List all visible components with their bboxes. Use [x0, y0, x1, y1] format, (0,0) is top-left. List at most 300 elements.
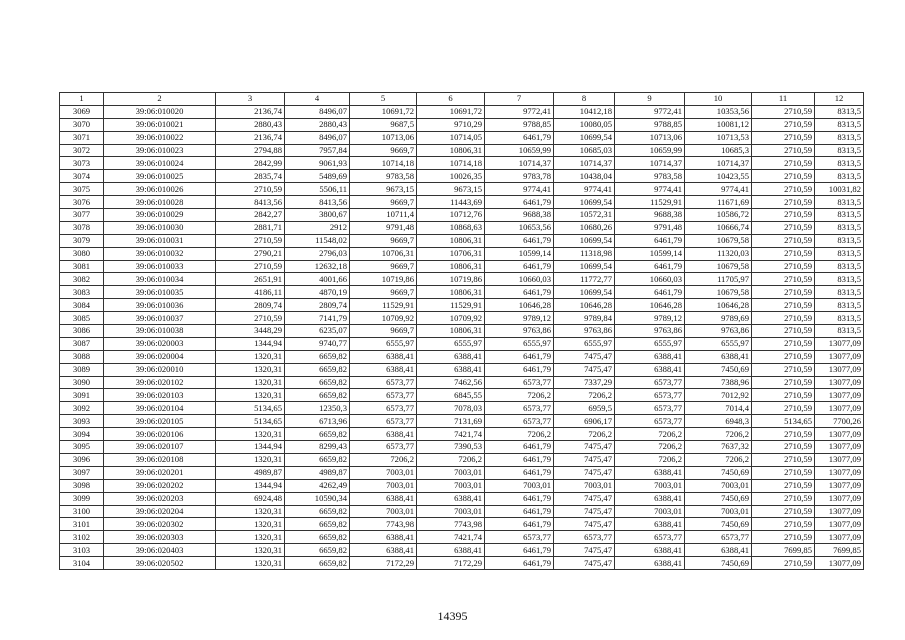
value-cell: 6461,79: [615, 260, 685, 273]
value-cell: 5134,65: [216, 402, 285, 415]
value-cell: 11772,77: [554, 273, 615, 286]
value-cell: 7743,98: [350, 518, 417, 531]
value-cell: 9783,78: [485, 170, 554, 183]
value-cell: 7450,69: [685, 492, 752, 505]
column-number-cell: 5: [350, 93, 417, 106]
value-cell: 2710,59: [216, 234, 285, 247]
value-cell: 8313,5: [815, 221, 864, 234]
row-number-cell: 3086: [60, 325, 104, 338]
value-cell: 2835,74: [216, 170, 285, 183]
table-row: [60, 479, 864, 492]
row-number-cell: 3092: [60, 402, 104, 415]
value-cell: 10699,54: [554, 260, 615, 273]
value-cell: 1320,31: [216, 453, 285, 466]
table-row: [60, 428, 864, 441]
value-cell: 6659,82: [285, 531, 350, 544]
value-cell: 2880,43: [285, 118, 350, 131]
value-cell: 10719,86: [417, 273, 485, 286]
row-number-cell: 3080: [60, 247, 104, 260]
value-cell: 9669,7: [350, 196, 417, 209]
value-cell: 9669,7: [350, 286, 417, 299]
cadastral-number-cell: 39:06:010032: [104, 247, 216, 260]
value-cell: 7003,01: [350, 466, 417, 479]
value-cell: 4001,66: [285, 273, 350, 286]
value-cell: 10699,54: [554, 196, 615, 209]
value-cell: 7450,69: [685, 466, 752, 479]
value-cell: 6573,77: [485, 415, 554, 428]
value-cell: 7475,47: [554, 505, 615, 518]
cadastral-number-cell: 39:06:020004: [104, 350, 216, 363]
value-cell: 6573,77: [350, 376, 417, 389]
value-cell: 13077,09: [815, 479, 864, 492]
value-cell: 7700,26: [815, 415, 864, 428]
value-cell: 2710,59: [752, 531, 815, 544]
table-row: [60, 170, 864, 183]
value-cell: 9061,93: [285, 157, 350, 170]
value-cell: 8313,5: [815, 234, 864, 247]
value-cell: 9763,86: [554, 325, 615, 338]
value-cell: 10709,92: [417, 312, 485, 325]
value-cell: 10713,06: [350, 131, 417, 144]
value-cell: 2710,59: [752, 157, 815, 170]
cadastral-number-cell: 39:06:020105: [104, 415, 216, 428]
row-number-cell: 3072: [60, 144, 104, 157]
value-cell: 9763,86: [485, 325, 554, 338]
value-cell: 6555,97: [685, 337, 752, 350]
value-cell: 2881,71: [216, 221, 285, 234]
value-cell: 2842,27: [216, 209, 285, 222]
value-cell: 7475,47: [554, 557, 615, 570]
value-cell: 10599,14: [615, 247, 685, 260]
row-number-cell: 3104: [60, 557, 104, 570]
table-body: [60, 93, 864, 570]
value-cell: 2710,59: [752, 221, 815, 234]
row-number-cell: 3098: [60, 479, 104, 492]
value-cell: 3800,67: [285, 209, 350, 222]
value-cell: 2710,59: [752, 428, 815, 441]
value-cell: 6388,41: [615, 466, 685, 479]
value-cell: 7206,2: [685, 453, 752, 466]
value-cell: 9791,48: [615, 221, 685, 234]
value-cell: 11529,91: [417, 299, 485, 312]
value-cell: 13077,09: [815, 518, 864, 531]
value-cell: 4989,87: [216, 466, 285, 479]
value-cell: 2710,59: [752, 337, 815, 350]
value-cell: 6461,79: [485, 544, 554, 557]
value-cell: 7390,53: [417, 441, 485, 454]
value-cell: 2809,74: [285, 299, 350, 312]
value-cell: 6659,82: [285, 518, 350, 531]
row-number-cell: 3077: [60, 209, 104, 222]
value-cell: 2710,59: [752, 286, 815, 299]
value-cell: 7475,47: [554, 492, 615, 505]
cadastral-number-cell: 39:06:020102: [104, 376, 216, 389]
table-row: [60, 518, 864, 531]
value-cell: 7475,47: [554, 466, 615, 479]
value-cell: 6948,3: [685, 415, 752, 428]
value-cell: 7337,29: [554, 376, 615, 389]
value-cell: 1320,31: [216, 531, 285, 544]
table-row: [60, 415, 864, 428]
value-cell: 7012,92: [685, 389, 752, 402]
value-cell: 9763,86: [615, 325, 685, 338]
value-cell: 8313,5: [815, 196, 864, 209]
value-cell: 9788,85: [615, 118, 685, 131]
cadastral-number-cell: 39:06:020103: [104, 389, 216, 402]
value-cell: 6573,77: [615, 531, 685, 544]
cadastral-number-cell: 39:06:020010: [104, 363, 216, 376]
value-cell: 9774,41: [615, 183, 685, 196]
value-cell: 10646,28: [485, 299, 554, 312]
row-number-cell: 3103: [60, 544, 104, 557]
cadastral-number-cell: 39:06:010035: [104, 286, 216, 299]
column-number-cell: 10: [685, 93, 752, 106]
value-cell: 7003,01: [350, 479, 417, 492]
value-cell: 7131,69: [417, 415, 485, 428]
value-cell: 6461,79: [485, 453, 554, 466]
value-cell: 4186,11: [216, 286, 285, 299]
row-number-cell: 3090: [60, 376, 104, 389]
cadastral-number-cell: 39:06:010037: [104, 312, 216, 325]
value-cell: 2710,59: [216, 260, 285, 273]
value-cell: 9789,12: [485, 312, 554, 325]
cadastral-number-cell: 39:06:020502: [104, 557, 216, 570]
row-number-cell: 3078: [60, 221, 104, 234]
cadastral-number-cell: 39:06:010021: [104, 118, 216, 131]
row-number-cell: 3100: [60, 505, 104, 518]
value-cell: 10660,03: [485, 273, 554, 286]
value-cell: 1320,31: [216, 544, 285, 557]
cadastral-number-cell: 39:06:020003: [104, 337, 216, 350]
value-cell: 2710,59: [752, 350, 815, 363]
value-cell: 8313,5: [815, 105, 864, 118]
value-cell: 10659,99: [485, 144, 554, 157]
value-cell: 7957,84: [285, 144, 350, 157]
value-cell: 6461,79: [485, 466, 554, 479]
value-cell: 2710,59: [752, 299, 815, 312]
value-cell: 2710,59: [752, 479, 815, 492]
value-cell: 2809,74: [216, 299, 285, 312]
value-cell: 7014,4: [685, 402, 752, 415]
value-cell: 2912: [285, 221, 350, 234]
value-cell: 8313,5: [815, 260, 864, 273]
column-number-cell: 4: [285, 93, 350, 106]
value-cell: 2842,99: [216, 157, 285, 170]
value-cell: 2710,59: [752, 557, 815, 570]
value-cell: 7450,69: [685, 518, 752, 531]
row-number-cell: 3102: [60, 531, 104, 544]
value-cell: 10713,06: [615, 131, 685, 144]
value-cell: 6461,79: [485, 492, 554, 505]
cadastral-number-cell: 39:06:020202: [104, 479, 216, 492]
value-cell: 11320,03: [685, 247, 752, 260]
row-number-cell: 3082: [60, 273, 104, 286]
value-cell: 8313,5: [815, 286, 864, 299]
value-cell: 6555,97: [615, 337, 685, 350]
value-cell: 6461,79: [615, 234, 685, 247]
value-cell: 13077,09: [815, 492, 864, 505]
value-cell: 2710,59: [752, 209, 815, 222]
value-cell: 2710,59: [752, 505, 815, 518]
value-cell: 10868,63: [417, 221, 485, 234]
table-row: [60, 183, 864, 196]
value-cell: 10806,31: [417, 260, 485, 273]
value-cell: 9789,69: [685, 312, 752, 325]
table-row: [60, 312, 864, 325]
row-number-cell: 3087: [60, 337, 104, 350]
value-cell: 7003,01: [485, 479, 554, 492]
table-row: [60, 118, 864, 131]
cadastral-number-cell: 39:06:010030: [104, 221, 216, 234]
value-cell: 8313,5: [815, 118, 864, 131]
value-cell: 1320,31: [216, 428, 285, 441]
value-cell: 12632,18: [285, 260, 350, 273]
value-cell: 9774,41: [554, 183, 615, 196]
value-cell: 8313,5: [815, 273, 864, 286]
value-cell: 9669,7: [350, 144, 417, 157]
value-cell: 6388,41: [615, 492, 685, 505]
value-cell: 8413,56: [216, 196, 285, 209]
value-cell: 6924,48: [216, 492, 285, 505]
value-cell: 7003,01: [417, 479, 485, 492]
cadastral-number-cell: 39:06:010033: [104, 260, 216, 273]
row-number-cell: 3075: [60, 183, 104, 196]
value-cell: 8413,56: [285, 196, 350, 209]
value-cell: 7699,85: [815, 544, 864, 557]
value-cell: 13077,09: [815, 531, 864, 544]
value-cell: 10646,28: [554, 299, 615, 312]
value-cell: 7141,79: [285, 312, 350, 325]
value-cell: 6659,82: [285, 363, 350, 376]
cadastral-number-cell: 39:06:010025: [104, 170, 216, 183]
value-cell: 10680,26: [554, 221, 615, 234]
table-row: [60, 260, 864, 273]
value-cell: 4262,49: [285, 479, 350, 492]
row-number-cell: 3095: [60, 441, 104, 454]
table-row: [60, 221, 864, 234]
value-cell: 6388,41: [615, 363, 685, 376]
value-cell: 10806,31: [417, 234, 485, 247]
value-cell: 9774,41: [485, 183, 554, 196]
value-cell: 5506,11: [285, 183, 350, 196]
cadastral-number-cell: 39:06:020302: [104, 518, 216, 531]
value-cell: 8313,5: [815, 299, 864, 312]
value-cell: 6461,79: [485, 505, 554, 518]
value-cell: 2710,59: [752, 389, 815, 402]
value-cell: 7475,47: [554, 363, 615, 376]
value-cell: 6659,82: [285, 544, 350, 557]
value-cell: 2710,59: [216, 183, 285, 196]
table-row: [60, 453, 864, 466]
value-cell: 6461,79: [485, 196, 554, 209]
table-row: [60, 247, 864, 260]
value-cell: 7206,2: [615, 453, 685, 466]
page-number: 14395: [437, 609, 468, 623]
value-cell: 8313,5: [815, 209, 864, 222]
value-cell: 9688,38: [615, 209, 685, 222]
value-cell: 10572,31: [554, 209, 615, 222]
value-cell: 6388,41: [417, 350, 485, 363]
row-number-cell: 3083: [60, 286, 104, 299]
value-cell: 10699,54: [554, 234, 615, 247]
value-cell: 6959,5: [554, 402, 615, 415]
cadastral-number-cell: 39:06:010036: [104, 299, 216, 312]
value-cell: 6461,79: [485, 234, 554, 247]
value-cell: 10679,58: [685, 234, 752, 247]
value-cell: 7388,96: [685, 376, 752, 389]
value-cell: 6573,77: [485, 531, 554, 544]
value-cell: 7003,01: [685, 479, 752, 492]
value-cell: 10691,72: [417, 105, 485, 118]
data-table: [59, 92, 864, 570]
value-cell: 2796,03: [285, 247, 350, 260]
table-row: [60, 363, 864, 376]
row-number-cell: 3097: [60, 466, 104, 479]
value-cell: 6388,41: [417, 544, 485, 557]
column-number-cell: 2: [104, 93, 216, 106]
row-number-cell: 3070: [60, 118, 104, 131]
value-cell: 2710,59: [752, 466, 815, 479]
table-row: [60, 544, 864, 557]
value-cell: 7475,47: [554, 453, 615, 466]
value-cell: 7475,47: [554, 518, 615, 531]
row-number-cell: 3085: [60, 312, 104, 325]
value-cell: 5134,65: [216, 415, 285, 428]
value-cell: 1344,94: [216, 479, 285, 492]
value-cell: 2710,59: [752, 402, 815, 415]
value-cell: 6573,77: [615, 376, 685, 389]
table-row: [60, 325, 864, 338]
value-cell: 7172,29: [350, 557, 417, 570]
value-cell: 10679,58: [685, 286, 752, 299]
value-cell: 7003,01: [554, 479, 615, 492]
value-cell: 10691,72: [350, 105, 417, 118]
cadastral-number-cell: 39:06:010029: [104, 209, 216, 222]
value-cell: 6659,82: [285, 557, 350, 570]
value-cell: 6573,77: [350, 415, 417, 428]
value-cell: 10653,56: [485, 221, 554, 234]
value-cell: 3448,29: [216, 325, 285, 338]
value-cell: 7206,2: [485, 428, 554, 441]
row-number-cell: 3088: [60, 350, 104, 363]
value-cell: 2710,59: [752, 363, 815, 376]
value-cell: 6388,41: [350, 544, 417, 557]
value-cell: 9710,29: [417, 118, 485, 131]
value-cell: 7206,2: [485, 389, 554, 402]
value-cell: 2710,59: [752, 260, 815, 273]
row-number-cell: 3091: [60, 389, 104, 402]
cadastral-number-cell: 39:06:020106: [104, 428, 216, 441]
table-row: [60, 157, 864, 170]
column-number-cell: 9: [615, 93, 685, 106]
value-cell: 2710,59: [752, 273, 815, 286]
table-row: [60, 234, 864, 247]
value-cell: 2710,59: [216, 312, 285, 325]
value-cell: 6388,41: [685, 350, 752, 363]
value-cell: 11529,91: [615, 196, 685, 209]
value-cell: 2710,59: [752, 492, 815, 505]
row-number-cell: 3096: [60, 453, 104, 466]
value-cell: 10706,31: [350, 247, 417, 260]
value-cell: 11443,69: [417, 196, 485, 209]
value-cell: 6461,79: [485, 260, 554, 273]
value-cell: 10806,31: [417, 325, 485, 338]
value-cell: 6388,41: [350, 350, 417, 363]
table-row: [60, 531, 864, 544]
row-number-cell: 3089: [60, 363, 104, 376]
value-cell: 7421,74: [417, 531, 485, 544]
value-cell: 6906,17: [554, 415, 615, 428]
cadastral-number-cell: 39:06:020204: [104, 505, 216, 518]
value-cell: 2710,59: [752, 325, 815, 338]
value-cell: 7078,03: [417, 402, 485, 415]
value-cell: 7003,01: [350, 505, 417, 518]
value-cell: 6461,79: [485, 441, 554, 454]
value-cell: 6388,41: [685, 544, 752, 557]
value-cell: 6388,41: [350, 363, 417, 376]
table-row: [60, 131, 864, 144]
cadastral-number-cell: 39:06:010038: [104, 325, 216, 338]
table-row: [60, 441, 864, 454]
value-cell: 10599,14: [485, 247, 554, 260]
value-cell: 2710,59: [752, 234, 815, 247]
value-cell: 7206,2: [615, 441, 685, 454]
table-row: [60, 402, 864, 415]
value-cell: 9789,12: [615, 312, 685, 325]
value-cell: 6845,55: [417, 389, 485, 402]
value-cell: 1344,94: [216, 337, 285, 350]
value-cell: 9669,7: [350, 234, 417, 247]
value-cell: 6573,77: [350, 402, 417, 415]
cadastral-number-cell: 39:06:010031: [104, 234, 216, 247]
table-row: [60, 196, 864, 209]
value-cell: 7450,69: [685, 363, 752, 376]
table-row: [60, 492, 864, 505]
value-cell: 9789,84: [554, 312, 615, 325]
table-row: [60, 209, 864, 222]
value-cell: 10699,54: [554, 286, 615, 299]
value-cell: 6713,96: [285, 415, 350, 428]
value-cell: 7475,47: [554, 544, 615, 557]
value-cell: 13077,09: [815, 402, 864, 415]
row-number-cell: 3076: [60, 196, 104, 209]
value-cell: 7637,32: [685, 441, 752, 454]
value-cell: 11318,98: [554, 247, 615, 260]
cadastral-number-cell: 39:06:010028: [104, 196, 216, 209]
table-row: [60, 337, 864, 350]
value-cell: 2790,21: [216, 247, 285, 260]
value-cell: 10699,54: [554, 131, 615, 144]
value-cell: 2136,74: [216, 131, 285, 144]
cadastral-number-cell: 39:06:010024: [104, 157, 216, 170]
cadastral-number-cell: 39:06:020203: [104, 492, 216, 505]
value-cell: 6573,77: [554, 531, 615, 544]
column-number-cell: 1: [60, 93, 104, 106]
value-cell: 7475,47: [554, 350, 615, 363]
table-row: [60, 299, 864, 312]
value-cell: 6573,77: [615, 389, 685, 402]
value-cell: 7003,01: [417, 505, 485, 518]
value-cell: 13077,09: [815, 350, 864, 363]
value-cell: 10646,28: [615, 299, 685, 312]
value-cell: 10714,18: [417, 157, 485, 170]
value-cell: 6461,79: [615, 286, 685, 299]
value-cell: 9783,58: [615, 170, 685, 183]
value-cell: 9772,41: [615, 105, 685, 118]
value-cell: 13077,09: [815, 389, 864, 402]
value-cell: 8299,43: [285, 441, 350, 454]
value-cell: 10712,76: [417, 209, 485, 222]
